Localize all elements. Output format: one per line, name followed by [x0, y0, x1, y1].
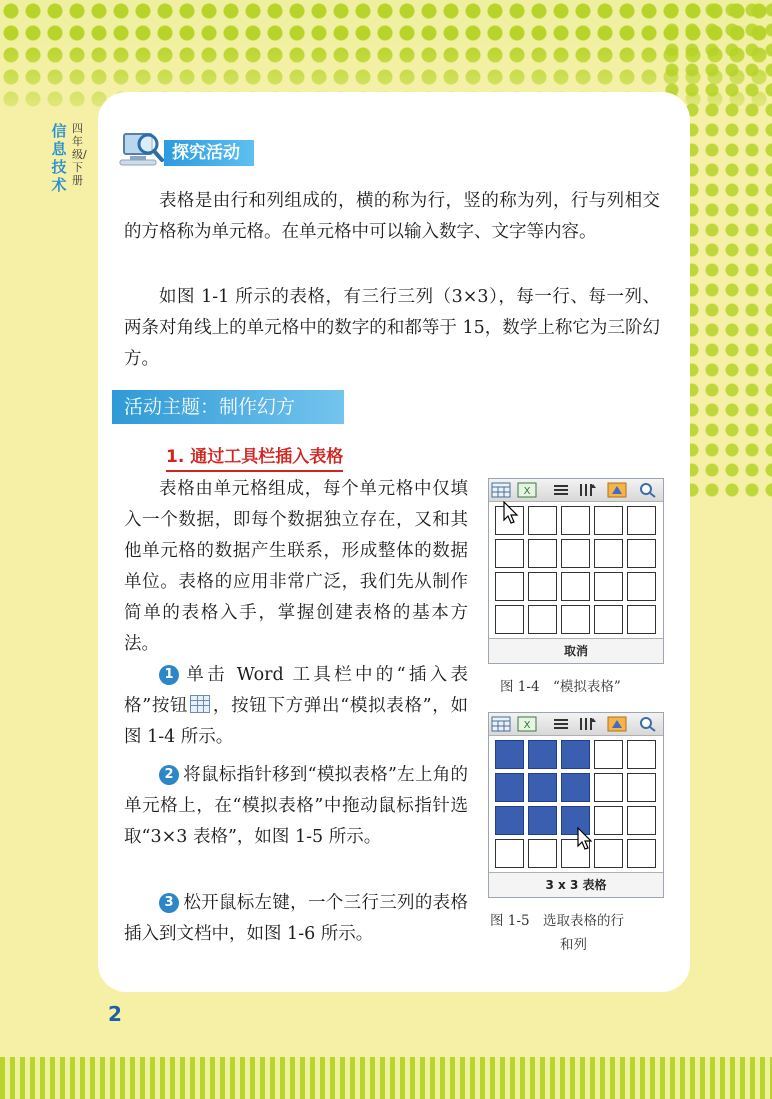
step-2-text: 将鼠标指针移到“模拟表格”左上角的单元格上，在“模拟表格”中拖动鼠标指针选取“3×3 表格”，如图 1-5 所示。	[124, 765, 468, 847]
section-title: 探究活动	[164, 140, 254, 166]
step-1	[124, 660, 468, 753]
drawing-icon[interactable]	[607, 482, 627, 498]
word-toolbar	[489, 479, 663, 502]
picker-cell[interactable]	[594, 806, 623, 835]
decorative-stripes-bottom	[0, 1057, 772, 1099]
svg-text:X: X	[523, 486, 531, 497]
picker-cell[interactable]	[594, 740, 623, 769]
step-2	[124, 760, 468, 853]
intro-paragraph-1: 表格是由行和列组成的，横的称为行，竖的称为列，行与列相交的方格称为单元格。在单元格中可以输入数字、文字等内容。	[124, 191, 660, 242]
picker-cell-selected[interactable]	[528, 740, 557, 769]
picker-cell[interactable]	[495, 605, 524, 634]
picker-cell[interactable]	[561, 539, 590, 568]
picker-cell[interactable]	[528, 839, 557, 868]
picker-cell[interactable]	[495, 539, 524, 568]
picker-cell[interactable]	[627, 740, 656, 769]
picker-cell[interactable]	[495, 572, 524, 601]
picker-cell[interactable]	[594, 605, 623, 634]
step-3-text: 松开鼠标左键，一个三行三列的表格插入到文档中，如图 1-6 所示。	[124, 893, 468, 944]
picker-cell[interactable]	[528, 572, 557, 601]
picker-cell[interactable]	[627, 806, 656, 835]
picker-cell[interactable]	[594, 539, 623, 568]
activity-title-bar: 活动主题：制作幻方	[112, 390, 344, 424]
mouse-pointer-icon	[577, 827, 593, 851]
mouse-pointer-icon	[503, 501, 519, 525]
svg-text:X: X	[523, 720, 531, 731]
picker-cell[interactable]	[627, 506, 656, 535]
picker-cell-selected[interactable]	[528, 806, 557, 835]
text-direction-icon[interactable]	[577, 716, 597, 732]
step-1-text-before: 单击 Word 工具栏中的“插入表格”按钮	[124, 665, 468, 716]
picker-cell[interactable]	[594, 839, 623, 868]
columns-icon[interactable]	[551, 482, 571, 498]
insert-table-icon[interactable]	[491, 482, 511, 498]
zoom-icon[interactable]	[637, 716, 657, 732]
subsection-paragraph: 表格由单元格组成，每个单元格中仅填入一个数据，即每个数据独立存在，又和其他单元格的数据产生联系，形成整体的数据单位。表格的应用非常广泛，我们先从制作简单的表格入手，掌握创建表格的基本方法。	[124, 479, 468, 654]
picker-cell-selected[interactable]	[495, 806, 524, 835]
picker-cell[interactable]	[627, 605, 656, 634]
figure-1-5-caption-line-1: 图 1-5 选取表格的行	[490, 913, 625, 929]
picker-cell[interactable]	[627, 773, 656, 802]
zoom-icon[interactable]	[637, 482, 657, 498]
table-picker-status[interactable]: 取消	[489, 638, 663, 663]
table-picker-grid[interactable]	[489, 736, 663, 872]
step-1-text-after: ，按钮下方弹出“模拟表格”，如图 1-4 所示。	[124, 696, 468, 747]
picker-cell[interactable]	[561, 572, 590, 601]
text-direction-icon[interactable]	[577, 482, 597, 498]
step-number-badge: 3	[159, 893, 179, 913]
magnifier-computer-icon	[118, 126, 164, 168]
insert-table-icon[interactable]	[491, 716, 511, 732]
page-number: 2	[108, 1002, 122, 1026]
picker-cell[interactable]	[594, 572, 623, 601]
drawing-icon[interactable]	[607, 716, 627, 732]
insert-excel-icon[interactable]	[517, 716, 537, 732]
word-toolbar	[489, 713, 663, 736]
picker-cell-selected[interactable]	[561, 740, 590, 769]
picker-cell[interactable]	[528, 605, 557, 634]
picker-cell[interactable]	[627, 572, 656, 601]
picker-cell[interactable]	[627, 839, 656, 868]
step-number-badge: 2	[159, 765, 179, 785]
step-3	[124, 888, 468, 950]
picker-cell-selected[interactable]	[495, 773, 524, 802]
picker-cell[interactable]	[561, 605, 590, 634]
intro-paragraph-2: 如图 1-1 所示的表格，有三行三列（3×3），每一行、每一列、两条对角线上的单元格中的数字的和都等于 15，数学上称它为三阶幻方。	[124, 287, 660, 369]
figure-1-4-caption: 图 1-4 “模拟表格”	[500, 679, 621, 695]
grade-label: 四年级/下册	[72, 122, 87, 187]
picker-cell[interactable]	[594, 773, 623, 802]
step-number-badge: 1	[159, 665, 179, 685]
insert-table-button-icon	[190, 695, 210, 713]
picker-cell[interactable]	[561, 506, 590, 535]
subject-label: 信息技术	[51, 122, 67, 194]
picker-cell[interactable]	[627, 539, 656, 568]
picker-cell-selected[interactable]	[561, 773, 590, 802]
picker-cell-selected[interactable]	[495, 740, 524, 769]
columns-icon[interactable]	[551, 716, 571, 732]
picker-cell-selected[interactable]	[528, 773, 557, 802]
figure-1-5-table-picker	[488, 712, 664, 898]
picker-cell[interactable]	[528, 506, 557, 535]
picker-cell[interactable]	[495, 839, 524, 868]
insert-excel-icon[interactable]	[517, 482, 537, 498]
figure-1-5-caption-line-2: 和列	[560, 937, 587, 953]
picker-cell[interactable]	[594, 506, 623, 535]
table-picker-status[interactable]: 3 x 3 表格	[489, 872, 663, 897]
picker-cell[interactable]	[528, 539, 557, 568]
figure-1-4-table-picker	[488, 478, 664, 664]
sidebar-book-info	[50, 122, 90, 194]
subsection-title: 1. 通过工具栏插入表格	[166, 444, 343, 472]
